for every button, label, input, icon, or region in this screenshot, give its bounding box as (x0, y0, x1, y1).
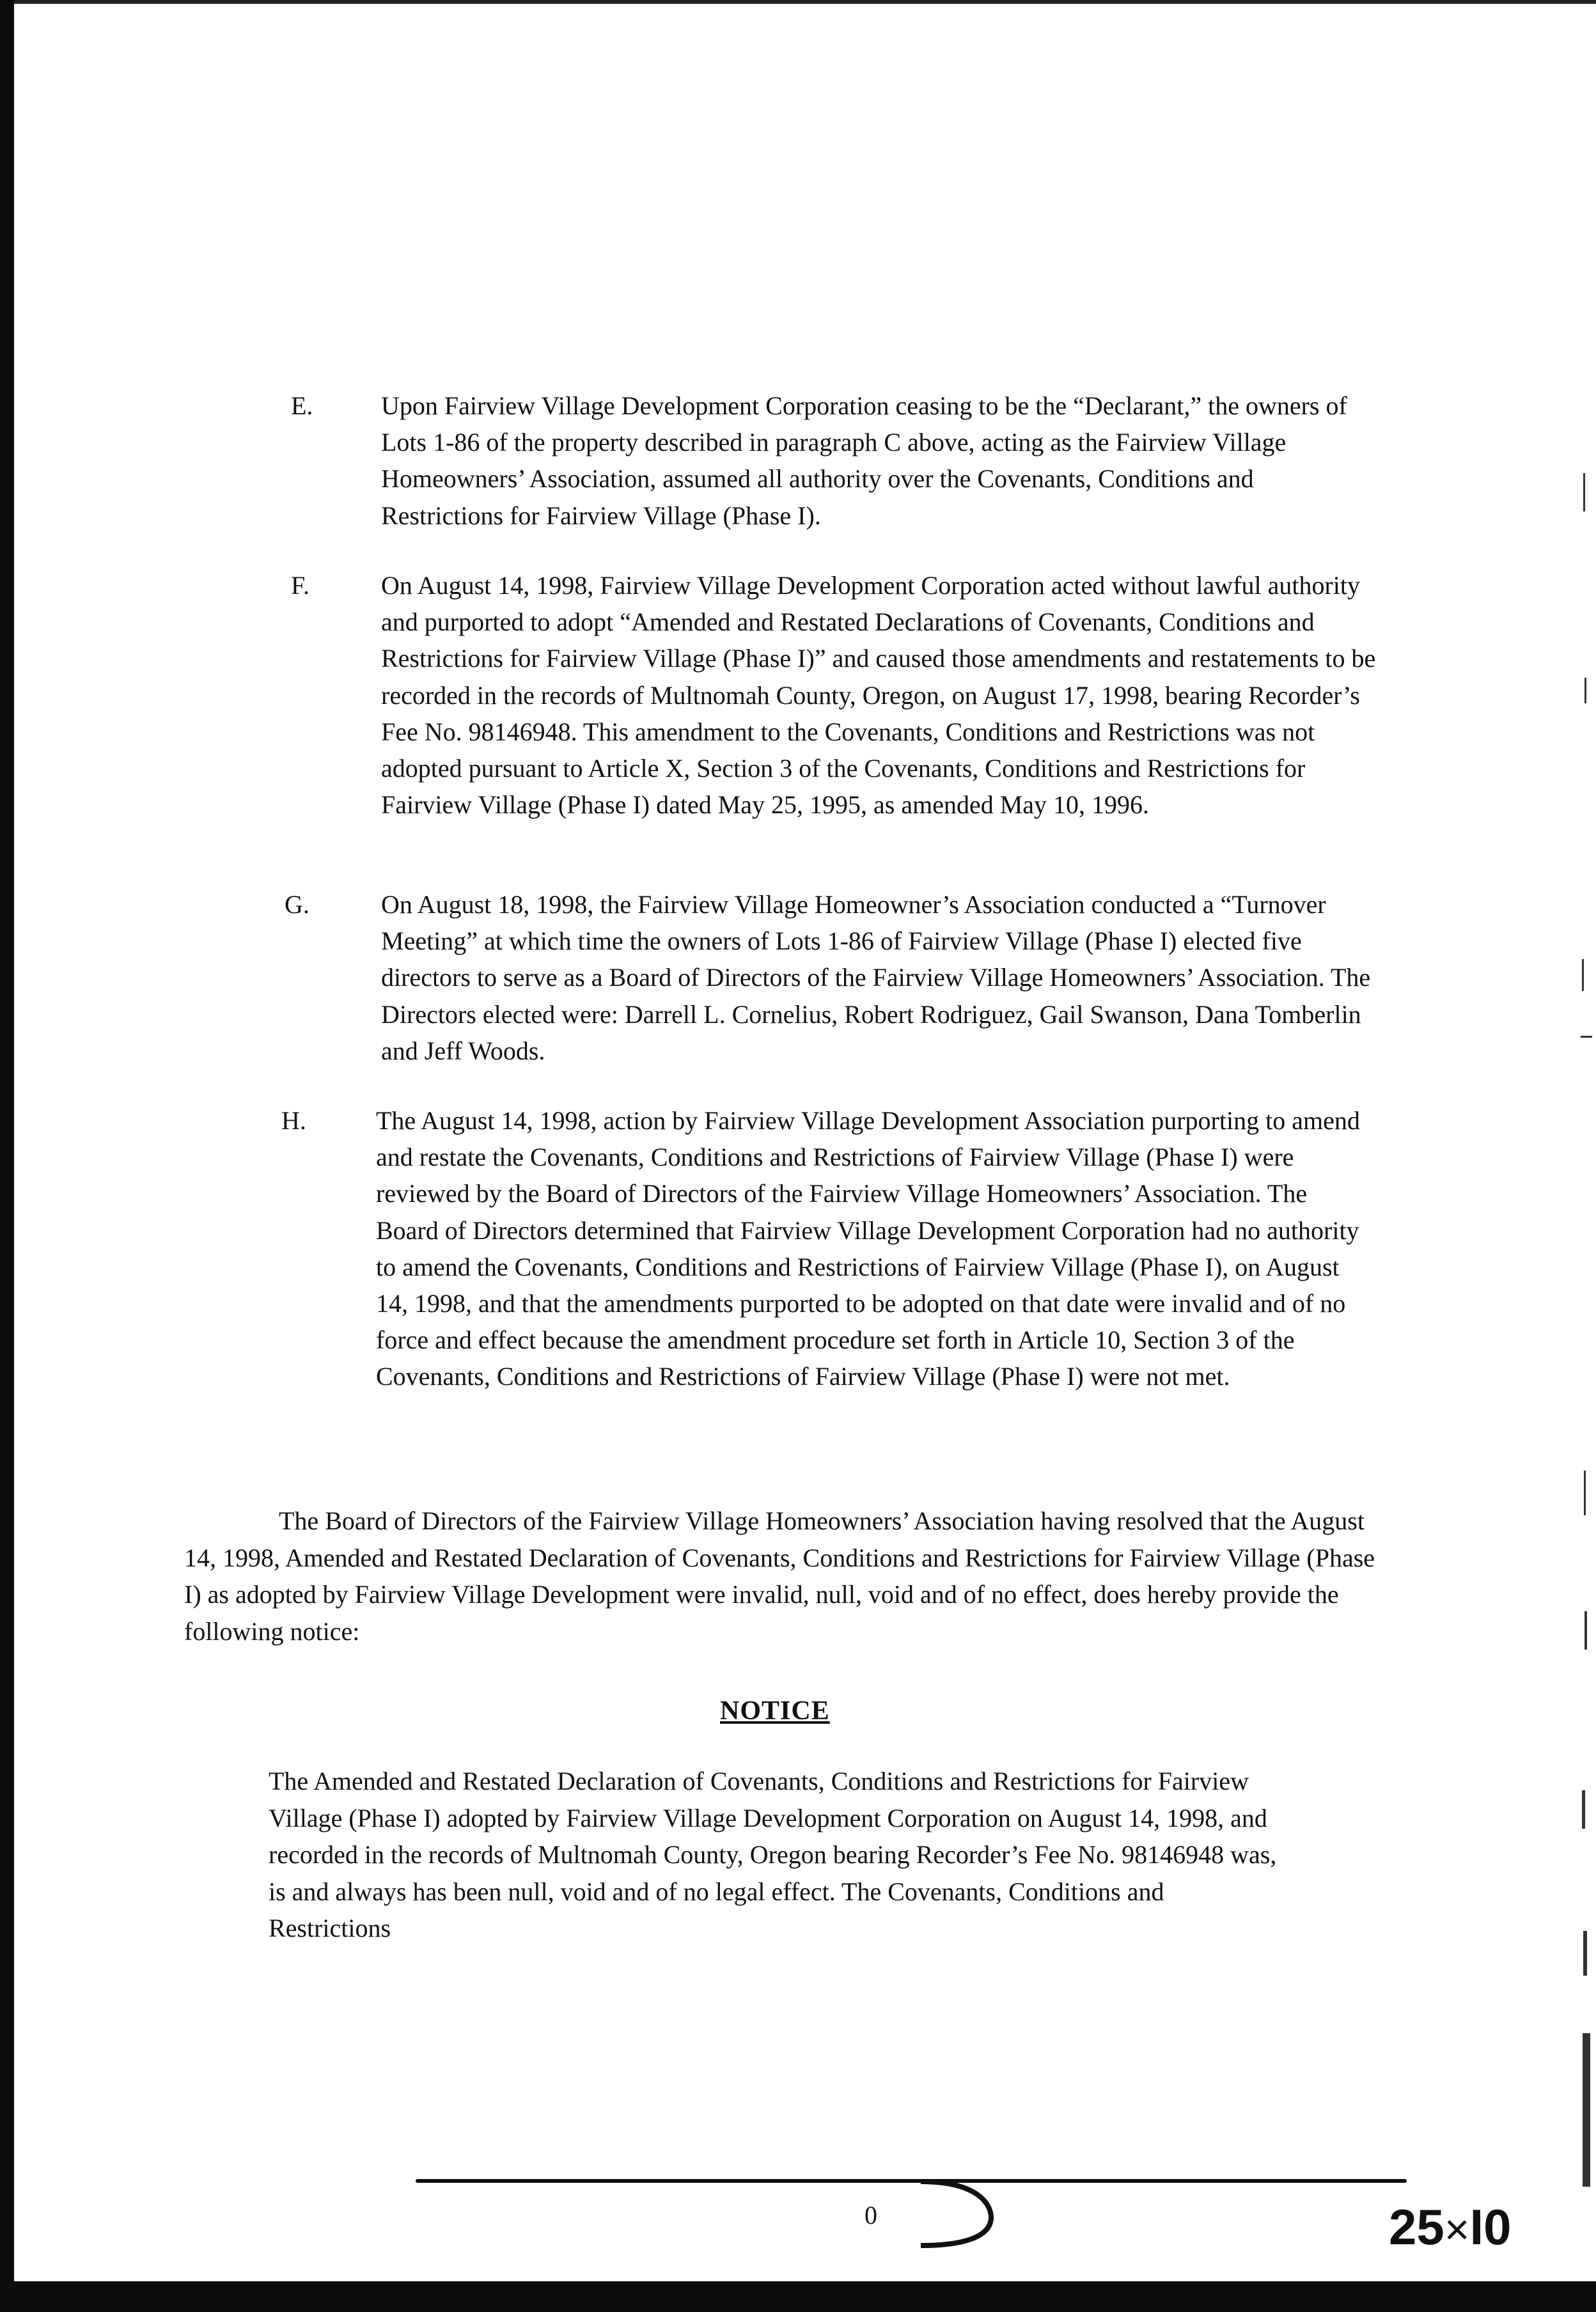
scan-bottom-edge (0, 2281, 1596, 2312)
scan-top-edge (0, 0, 1596, 4)
page-number: 0 (864, 2201, 877, 2230)
footer-bracket (908, 2179, 1004, 2249)
paragraph-text: On August 18, 1998, the Fairview Village Homeowner’s Association conducted a “Turnover Meeting” at which time the owners of Lots 1-86 of Fairview Village (Phase I) elected five directors to serve as a Board of Directors of the Fairview Village Homeowners’ Association. The Directors elected were: Darrell L. Cornelius, Robert Rodriguez, Gail Swanson, Dana Tomberlin and Jeff Woods. (381, 890, 1371, 1065)
paragraph-letter: E. (291, 391, 313, 420)
stamp-right: I0 (1469, 2199, 1512, 2255)
paragraph-text: Upon Fairview Village Development Corporation ceasing to be the “Declarant,” the owners of Lots 1-86 of the property described in paragraph C above, acting as the Fairview Village Homeowners’ Association, assumed all authority over the Covenants, Conditions and Restrictions for Fairview Village (Phase I). (381, 391, 1347, 530)
scan-right-specks (1577, 384, 1596, 2238)
scan-left-edge (0, 0, 14, 2312)
paragraph-text: The August 14, 1998, action by Fairview Village Development Association purporting to amend and restate the Covenants, Conditions and Restrictions of Fairview Village (Phase I) were reviewed by the Board of Directors of the Fairview Village Homeowners’ Association. The Board of Directors determined that Fairview Village Development Corporation had no authority to amend the Covenants, Conditions and Restrictions of Fairview Village (Phase I), on August 14, 1998, and that the amendments purported to be adopted on that date were invalid and of no force and effect because the amendment procedure set forth in Article 10, Section 3 of the Covenants, Conditions and Restrictions of Fairview Village (Phase I) were not met. (376, 1106, 1360, 1391)
stamp-x: × (1444, 2205, 1470, 2254)
paragraph-letter: H. (281, 1106, 306, 1135)
paragraph-letter: G. (285, 890, 309, 919)
notice-text: The Amended and Restated Declaration of Covenants, Conditions and Restrictions for Fairview Village (Phase I) adopted by Fairview Village Development Corporation on August 14, 1998, and recorded in the records of Multnomah County, Oregon bearing Recorder’s Fee No. 98146948 was, is and always has been null, void and of no legal effect. The Covenants, Conditions and Restrictions (269, 1767, 1277, 1942)
resolution-paragraph: The Board of Directors of the Fairview Village Homeowners’ Association having resolved that the August 14, 1998, Amended and Restated Declaration of Covenants, Conditions and Restrictions for Fairview Village (Phase I) as adopted by Fairview Village Development were invalid, null, void and of no effect, does hereby provide the following notice: (184, 1506, 1375, 1646)
paragraph-letter: F. (291, 571, 310, 600)
document-stamp (1389, 2198, 1512, 2258)
notice-heading: NOTICE (720, 1696, 830, 1726)
paragraph-text: On August 14, 1998, Fairview Village Development Corporation acted without lawful authority and purported to adopt “Amended and Restated Declarations of Covenants, Conditions and Restrictions for Fairview Village (Phase I)” and caused those amendments and restatements to be recorded in the records of Multnomah County, Oregon, on August 17, 1998, bearing Recorder’s Fee No. 98146948. This amendment to the Covenants, Conditions and Restrictions was not adopted pursuant to Article X, Section 3 of the Covenants, Conditions and Restrictions for Fairview Village (Phase I) dated May 25, 1995, as amended May 10, 1996. (381, 571, 1376, 820)
stamp-left: 25 (1389, 2199, 1444, 2255)
